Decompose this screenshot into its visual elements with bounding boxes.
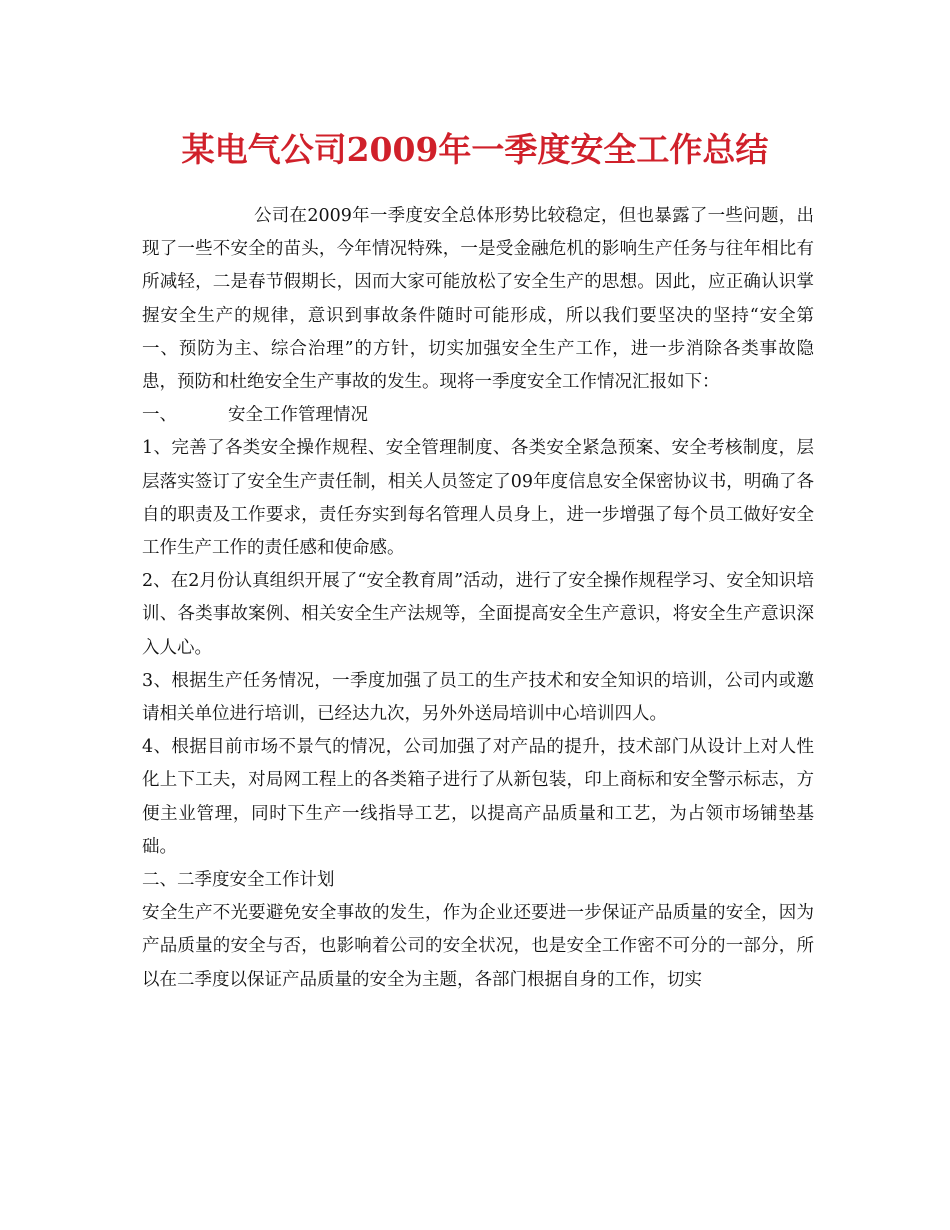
item-4-paragraph: 4、根据目前市场不景气的情况，公司加强了对产品的提升，技术部门从设计上对人性化上下工夫，对局网工程上的各类箱子进行了从新包装，印上商标和安全警示标志，方便主业管理，同时下生产一线指导工艺，以提高产品质量和工艺，为占领市场铺垫基础。 [142,737,814,857]
document-body [142,200,814,997]
item-2-paragraph: 2、在2月份认真组织开展了“安全教育周”活动，进行了安全操作规程学习、安全知识培训、各类事故案例、相关安全生产法规等，全面提高安全生产意识，将安全生产意识深入人心。 [142,571,814,658]
document-title: 某电气公司2009年一季度安全工作总结 [181,130,769,169]
section-2-heading: 二、二季度安全工作计划 [142,870,335,891]
section-2-paragraph: 安全生产不光要避免安全事故的发生，作为企业还要进一步保证产品质量的安全，因为产品质量的安全与否，也影响着公司的安全状况，也是安全工作密不可分的一部分，所以在二季度以保证产品质量的安全为主题，各部门根据自身的工作，切实 [142,903,814,990]
item-3-paragraph: 3、根据生产任务情况，一季度加强了员工的生产技术和安全知识的培训，公司内或邀请相关单位进行培训，已经达九次，另外外送局培训中心培训四人。 [142,670,814,725]
intro-paragraph: 公司在2009年一季度安全总体形势比较稳定，但也暴露了一些问题，出现了一些不安全的苗头，今年情况特殊，一是受金融危机的影响生产任务与往年相比有所减轻，二是春节假期长，因而大家可能放松了安全生产的思想。因此，应正确认识掌握安全生产的规律，意识到事故条件随时可能形成，所以我们要坚决的坚持“安全第一、预防为主、综合治理”的方针，切实加强安全生产工作，进一步消除各类事故隐患，预防和杜绝安全生产事故的发生。现将一季度安全工作情况汇报如下： [142,206,814,393]
section-1-number: 一、 [142,405,177,426]
item-1-paragraph: 1、完善了各类安全操作规程、安全管理制度、各类安全紧急预案、安全考核制度，层层落实签订了安全生产责任制，相关人员签定了09年度信息安全保密协议书，明确了各自的职责及工作要求，责任夯实到每名管理人员身上，进一步增强了每个员工做好安全工作生产工作的责任感和使命感。 [142,438,814,559]
section-1-title: 安全工作管理情况 [228,405,368,426]
section-1-heading [142,399,814,432]
